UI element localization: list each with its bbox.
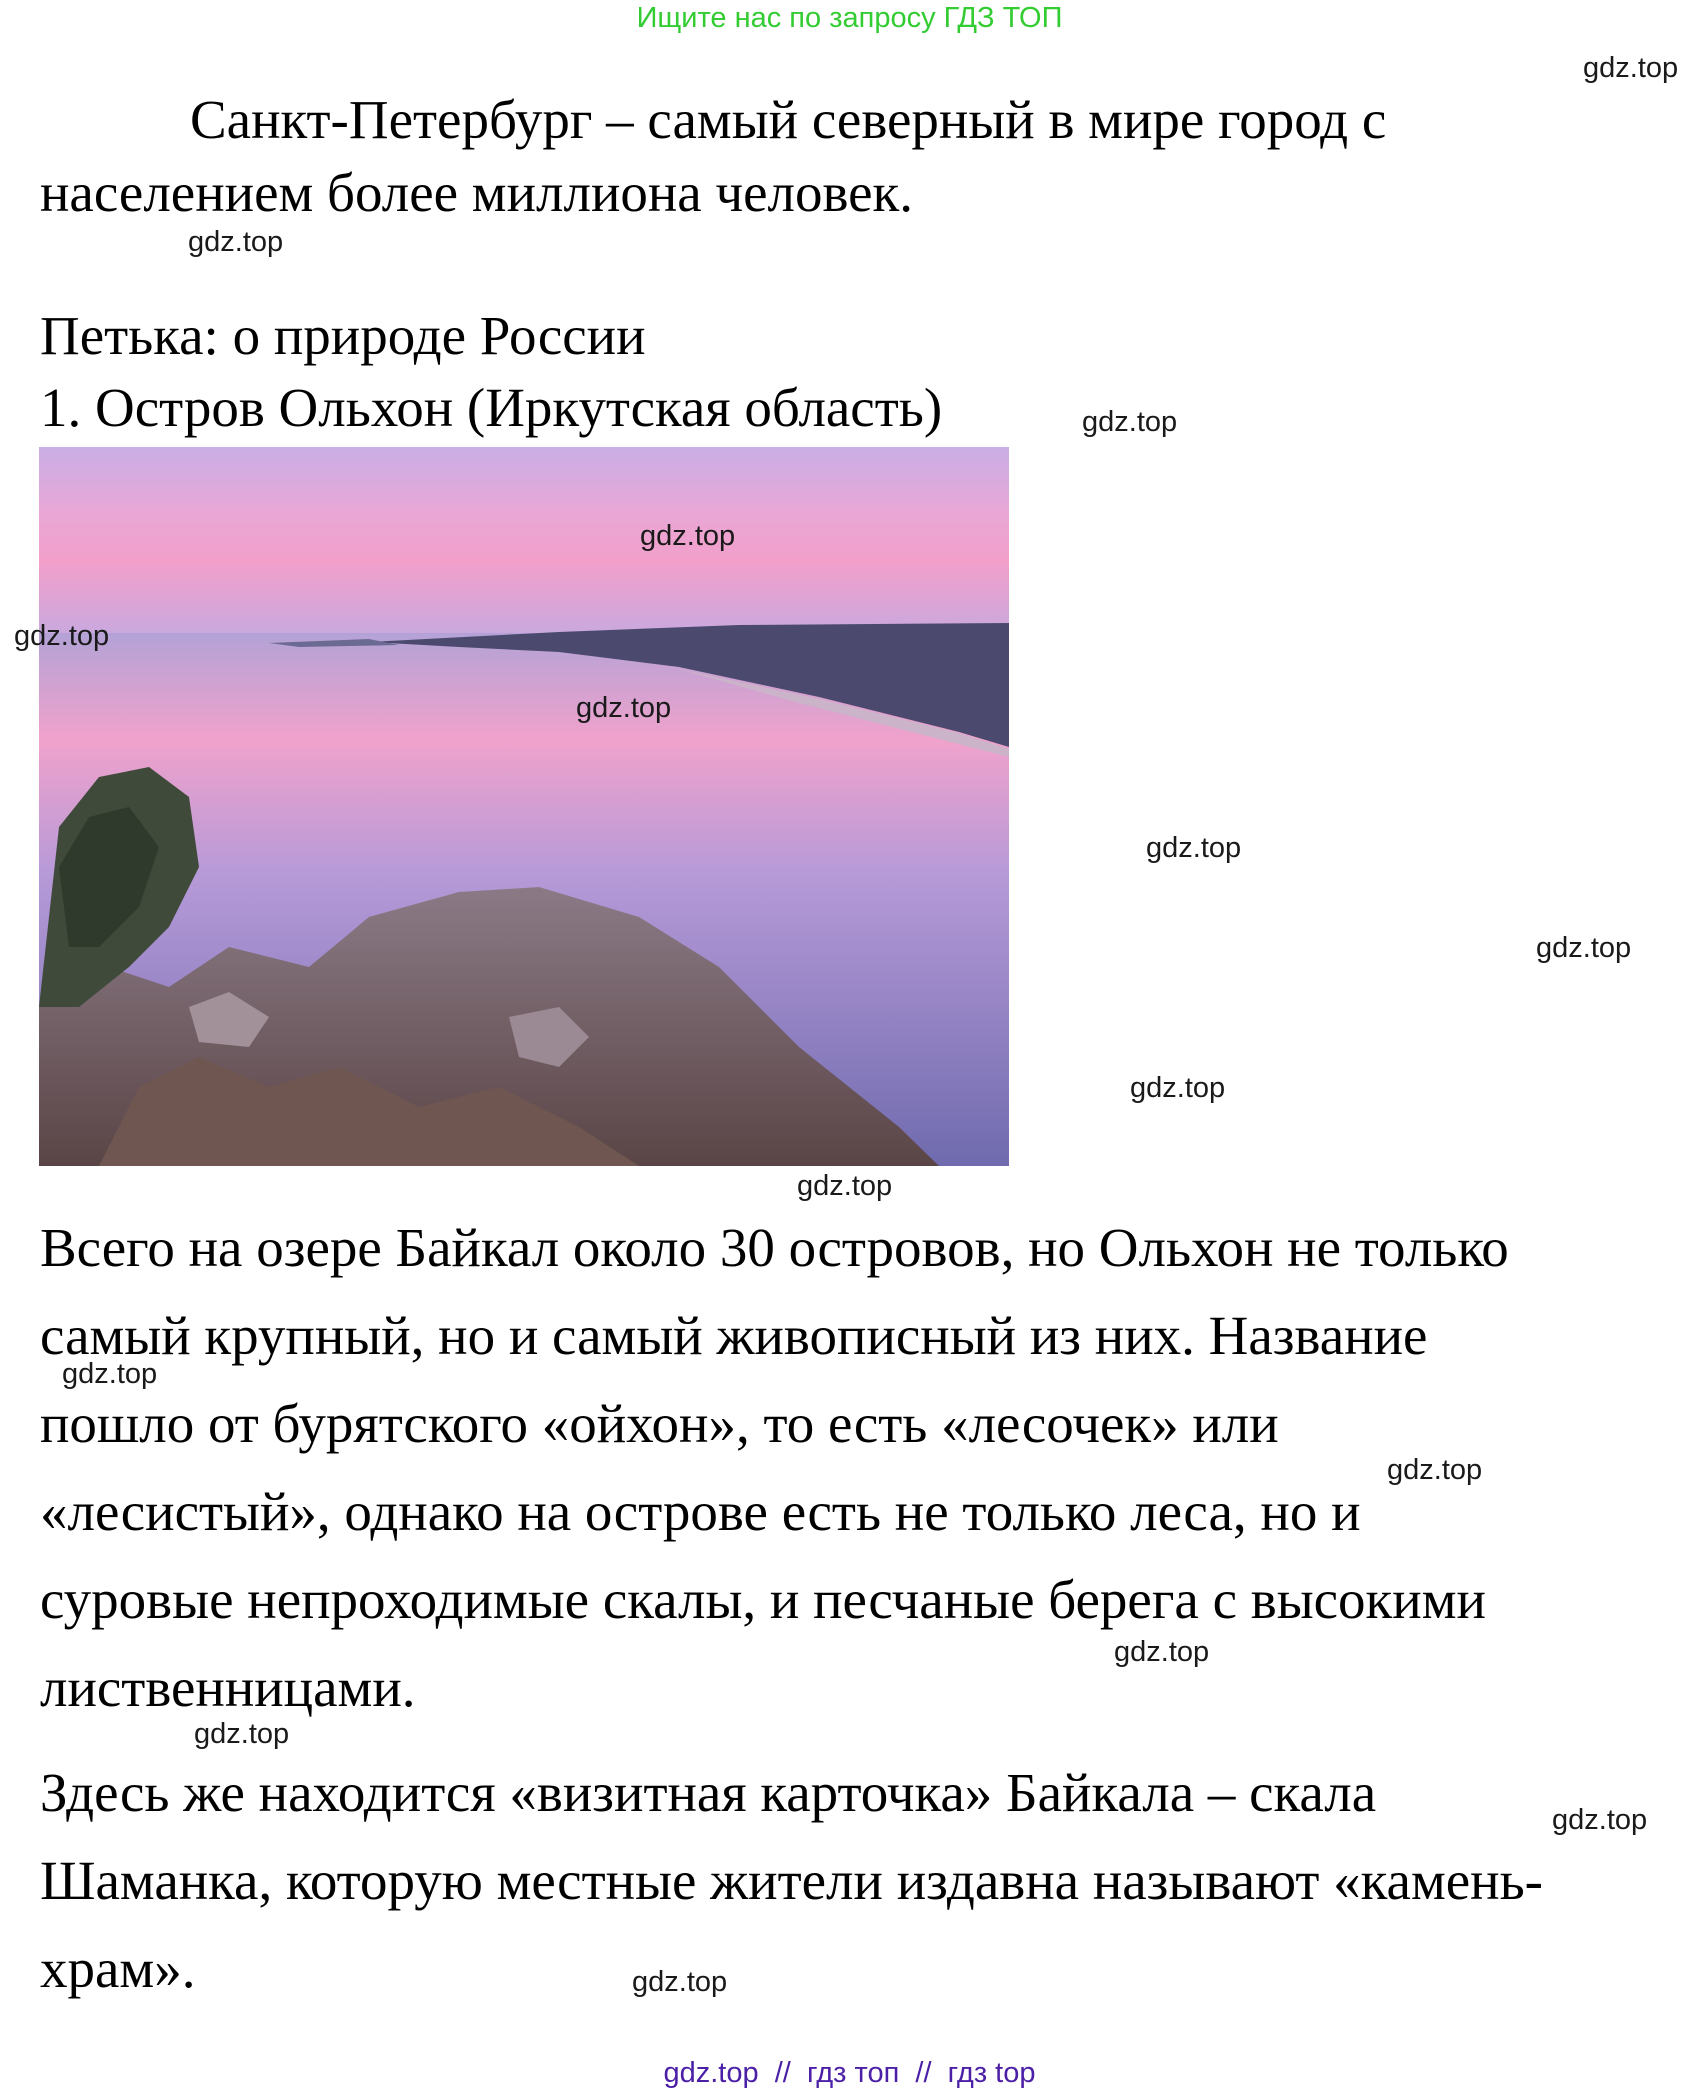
paragraph1-line-1: Всего на озере Байкал около 30 островов, но Ольхон не только	[40, 1217, 1509, 1278]
watermark: gdz.top	[1552, 1804, 1648, 1836]
paragraph2-line-2: Шаманка, которую местные жители издавна называют «камень-	[40, 1850, 1543, 1911]
watermark: gdz.top	[1146, 832, 1242, 864]
watermark: gdz.top	[1130, 1072, 1226, 1104]
watermark: gdz.top	[1583, 52, 1679, 84]
paragraph2-line-1: Здесь же находится «визитная карточка» Байкала – скала	[40, 1762, 1377, 1823]
paragraph1-line-4: «лесистый», однако на острове есть не только леса, но и	[40, 1481, 1361, 1542]
watermark: gdz.top	[797, 1170, 893, 1202]
paragraph1-line-2: самый крупный, но и самый живописный из них. Название	[40, 1305, 1428, 1366]
paragraph1-line-6: лиственницами.	[40, 1657, 416, 1718]
footer-links: gdz.top // гдз топ // гдз top	[663, 2057, 1036, 2089]
watermark: gdz.top	[1536, 932, 1632, 964]
section-title: Петька: о природе России	[40, 305, 646, 366]
watermark: gdz.top	[188, 226, 284, 258]
search-banner: Ищите нас по запросу ГДЗ ТОП	[636, 2, 1063, 34]
watermark: gdz.top	[632, 1966, 728, 1998]
watermark: gdz.top	[194, 1718, 290, 1750]
watermark: gdz.top	[640, 520, 736, 552]
paragraph1-line-3: пошло от бурятского «ойхон», то есть «лесочек» или	[40, 1393, 1279, 1454]
watermark: gdz.top	[14, 620, 110, 652]
olkhon-island-photo	[39, 447, 1009, 1166]
intro-line-1: Санкт-Петербург – самый северный в мире город с	[190, 89, 1387, 150]
watermark: gdz.top	[1114, 1636, 1210, 1668]
watermark: gdz.top	[1082, 406, 1178, 438]
item-title: 1. Остров Ольхон (Иркутская область)	[40, 377, 943, 438]
watermark: gdz.top	[62, 1358, 158, 1390]
paragraph2-line-3: храм».	[40, 1938, 196, 1999]
intro-line-2: населением более миллиона человек.	[40, 162, 914, 223]
watermark: gdz.top	[576, 692, 672, 724]
watermark: gdz.top	[1387, 1454, 1483, 1486]
paragraph1-line-5: суровые непроходимые скалы, и песчаные берега с высокими	[40, 1569, 1486, 1630]
